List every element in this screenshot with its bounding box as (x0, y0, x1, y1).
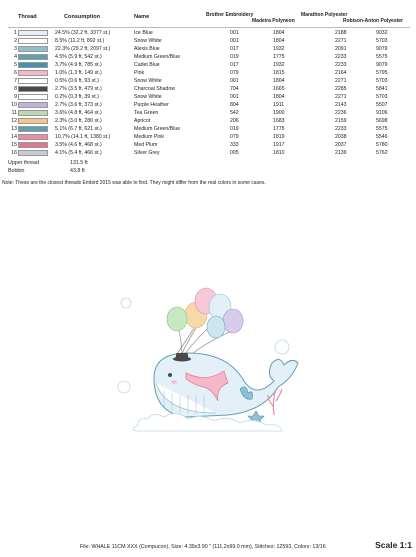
thread-number: 6 (14, 70, 17, 76)
marathon-code: 2091 (335, 46, 347, 52)
thread-name: Charcoal Shadow (134, 86, 175, 92)
header-consumption: Consumption (64, 14, 101, 20)
marathon-code: 2188 (335, 30, 347, 36)
marathon-code: 2285 (335, 86, 347, 92)
bobbin-value: 43.8 ft (70, 168, 85, 174)
brother-code: 019 (230, 126, 239, 132)
table-row (8, 85, 408, 93)
thread-name: Alexis Blue (134, 46, 160, 52)
robison-code: 5841 (376, 86, 388, 92)
color-swatch (18, 62, 48, 68)
thread-name: Cadet Blue (134, 62, 160, 68)
thread-consumption: 1.0% (1.3 ft, 149 st.) (55, 70, 102, 76)
thread-name: Apricot (134, 118, 151, 124)
robison-code: 5698 (376, 118, 388, 124)
madeira-code: 1911 (273, 102, 285, 108)
robison-code: 5575 (376, 54, 388, 60)
thread-number: 10 (11, 102, 17, 108)
robison-code: 9079 (376, 46, 388, 52)
madeira-code: 1900 (273, 110, 285, 116)
robison-code: 9032 (376, 30, 388, 36)
madeira-code: 1815 (273, 70, 285, 76)
table-row (8, 61, 408, 69)
madeira-code: 1810 (273, 150, 285, 156)
table-row (8, 101, 408, 109)
header-brother: Brother Embroidery (206, 12, 254, 18)
thread-consumption: 2.7% (3.6 ft, 373 st.) (55, 102, 102, 108)
marathon-code: 2233 (335, 62, 347, 68)
madeira-code: 1804 (273, 38, 285, 44)
madeira-code: 1819 (273, 134, 285, 140)
thread-name: Snow White (134, 38, 162, 44)
upper-thread-value: 131.5 ft (70, 160, 88, 166)
thread-name: Snow White (134, 94, 162, 100)
brother-code: 804 (230, 102, 239, 108)
thread-consumption: 2.7% (3.5 ft, 479 st.) (55, 86, 102, 92)
table-row (8, 109, 408, 117)
scale-label: Scale 1:1 (375, 540, 412, 550)
color-swatch (18, 110, 48, 116)
thread-consumption: 0.2% (0.3 ft, 39 st.) (55, 94, 99, 100)
thread-name: Silver Grey (134, 150, 160, 156)
thread-name: Tea Green (134, 110, 159, 116)
thread-number: 8 (14, 86, 17, 92)
thread-name: Med Plum (134, 142, 158, 148)
brother-code: 079 (230, 134, 239, 140)
marathon-code: 2271 (335, 94, 347, 100)
thread-note: Note: These are the closest threads Embird 2015 was able to find. They might differ from the real colors in some cases. (2, 180, 266, 186)
color-swatch (18, 38, 48, 44)
brother-code: 001 (230, 38, 239, 44)
marathon-code: 2236 (335, 110, 347, 116)
thread-table (8, 29, 408, 157)
marathon-code: 2038 (335, 134, 347, 140)
table-row (8, 69, 408, 77)
header-rule (8, 27, 410, 28)
robison-code: 5546 (376, 134, 388, 140)
madeira-code: 1775 (273, 54, 285, 60)
thread-totals (8, 159, 128, 175)
robison-code: 5795 (376, 70, 388, 76)
header-robison: Robison-Anton Polyester (343, 18, 404, 24)
header-thread: Thread (18, 14, 37, 20)
thread-name: Medium Pink (134, 134, 164, 140)
robison-code: 5780 (376, 142, 388, 148)
robison-code: 5703 (376, 94, 388, 100)
marathon-code: 2037 (335, 142, 347, 148)
brother-code: 206 (230, 118, 239, 124)
thread-consumption: 2.3% (3.0 ft, 280 st.) (55, 118, 102, 124)
thread-name: Medium Green/Blue (134, 126, 181, 132)
marathon-code: 2271 (335, 78, 347, 84)
brother-code: 001 (230, 78, 239, 84)
brother-code: 333 (230, 142, 239, 148)
table-row (8, 125, 408, 133)
table-row (8, 133, 408, 141)
table-row (8, 93, 408, 101)
thread-consumption: 22.3% (29.2 ft, 2097 st.) (55, 46, 111, 52)
brother-code: 019 (230, 54, 239, 60)
thread-number: 4 (14, 54, 17, 60)
table-row (8, 45, 408, 53)
thread-consumption: 5.1% (6.7 ft, 621 st.) (55, 126, 102, 132)
madeira-code: 1804 (273, 78, 285, 84)
color-swatch (18, 30, 48, 36)
madeira-code: 1775 (273, 126, 285, 132)
color-swatch (18, 134, 48, 140)
brother-code: 704 (230, 86, 239, 92)
color-swatch (18, 78, 48, 84)
robison-code: 5703 (376, 38, 388, 44)
marathon-code: 2271 (335, 38, 347, 44)
table-row (8, 77, 408, 85)
brother-code: 001 (230, 94, 239, 100)
thread-number: 16 (11, 150, 17, 156)
thread-consumption: 3.5% (4.6 ft, 468 st.) (55, 142, 102, 148)
madeira-code: 1683 (273, 118, 285, 124)
thread-number: 5 (14, 62, 17, 68)
thread-number: 7 (14, 78, 17, 84)
table-row (8, 53, 408, 61)
robison-code: 9079 (376, 62, 388, 68)
thread-consumption: 10.7% (14.1 ft, 1380 st.) (55, 134, 111, 140)
table-row (8, 149, 408, 157)
thread-name: Ice Blue (134, 30, 153, 36)
marathon-code: 2143 (335, 102, 347, 108)
color-swatch (18, 102, 48, 108)
thread-consumption: 3.7% (4.9 ft, 785 st.) (55, 62, 102, 68)
thread-number: 9 (14, 94, 17, 100)
header-marathon: Marathon Polyester (301, 12, 348, 18)
bobbin-label: Bobbin (8, 168, 25, 174)
marathon-code: 2139 (335, 150, 347, 156)
thread-consumption: 0.5% (0.6 ft, 93 st.) (55, 78, 99, 84)
brother-code: 017 (230, 46, 239, 52)
color-swatch (18, 150, 48, 156)
marathon-code: 2233 (335, 126, 347, 132)
thread-number: 1 (14, 30, 17, 36)
robison-code: 5575 (376, 126, 388, 132)
file-info-footer: File: WHALE 11CM XXX (Compucon), Size: 4.39x3.90 " (111.2x99.0 mm), Stitches: 12593, Colors: 13/16 (80, 544, 326, 550)
whale-design-preview (116, 283, 306, 443)
robison-code: 9106 (376, 110, 388, 116)
thread-name: Pink (134, 70, 145, 76)
thread-number: 11 (11, 110, 17, 116)
thread-number: 12 (11, 118, 17, 124)
color-swatch (18, 126, 48, 132)
thread-number: 14 (11, 134, 17, 140)
table-row (8, 29, 408, 37)
robison-code: 5762 (376, 150, 388, 156)
header-madeira: Madeira Polyneon (252, 18, 295, 24)
header-name: Name (134, 14, 150, 20)
upper-thread-label: Upper thread (8, 160, 39, 166)
thread-consumption: 4.5% (5.9 ft, 542 st.) (55, 54, 102, 60)
thread-consumption: 3.6% (4.8 ft, 464 st.) (55, 110, 102, 116)
madeira-code: 1917 (273, 142, 285, 148)
thread-number: 15 (11, 142, 17, 148)
color-swatch (18, 86, 48, 92)
brother-code: 005 (230, 150, 239, 156)
madeira-code: 1665 (273, 86, 285, 92)
thread-name: Purple Heather (134, 102, 169, 108)
thread-name: Snow White (134, 78, 162, 84)
brother-code: 079 (230, 70, 239, 76)
marathon-code: 2159 (335, 118, 347, 124)
color-swatch (18, 70, 48, 76)
robison-code: 5507 (376, 102, 388, 108)
robison-code: 5703 (376, 78, 388, 84)
thread-number: 13 (11, 126, 17, 132)
color-swatch (18, 142, 48, 148)
table-row (8, 141, 408, 149)
madeira-code: 1804 (273, 94, 285, 100)
madeira-code: 1932 (273, 62, 285, 68)
color-swatch (18, 46, 48, 52)
marathon-code: 2164 (335, 70, 347, 76)
thread-name: Medium Green/Blue (134, 54, 181, 60)
color-swatch (18, 54, 48, 60)
thread-consumption: 24.5% (32.2 ft, 3377 st.) (55, 30, 111, 36)
brother-code: 001 (230, 30, 239, 36)
thread-number: 2 (14, 38, 17, 44)
table-row (8, 117, 408, 125)
color-swatch (18, 94, 48, 100)
madeira-code: 1932 (273, 46, 285, 52)
brother-code: 017 (230, 62, 239, 68)
thread-number: 3 (14, 46, 17, 52)
thread-consumption: 4.1% (5.4 ft, 466 st.) (55, 150, 102, 156)
color-swatch (18, 118, 48, 124)
madeira-code: 1804 (273, 30, 285, 36)
marathon-code: 2233 (335, 54, 347, 60)
table-row (8, 37, 408, 45)
brother-code: 542 (230, 110, 239, 116)
thread-consumption: 8.5% (11.2 ft, 892 st.) (55, 38, 105, 44)
